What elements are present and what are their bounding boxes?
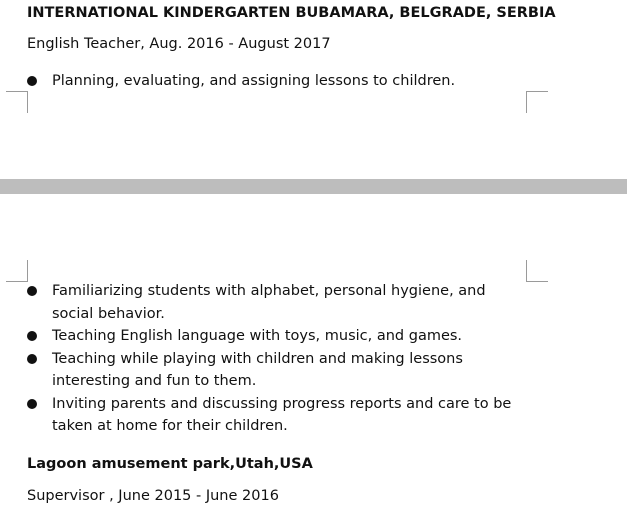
list-item — [27, 70, 455, 93]
list-item — [27, 348, 527, 393]
job-title-english-teacher: English Teacher, Aug. 2016 - August 2017 — [27, 36, 331, 52]
bullet-icon — [27, 331, 37, 341]
page-break-gap — [0, 179, 627, 194]
bullet-icon — [27, 286, 37, 296]
list-item-text: Teaching while playing with children and making lessons interesting and fun to them. — [52, 350, 463, 389]
list-item-text: Planning, evaluating, and assigning lessons to children. — [52, 73, 456, 89]
bullet-icon — [27, 354, 37, 364]
crop-mark-bottom-left — [6, 91, 28, 113]
bullet-icon — [27, 399, 37, 409]
employer-heading-lagoon: Lagoon amusement park,Utah,USA — [27, 456, 313, 472]
crop-mark-top-right — [526, 260, 548, 282]
duties-list-page1 — [27, 70, 455, 93]
crop-mark-top-left — [6, 260, 28, 282]
list-item — [27, 325, 527, 348]
bullet-icon — [27, 76, 37, 86]
list-item-text: Inviting parents and discussing progress reports and care to be taken at home for their children. — [52, 395, 512, 434]
duties-list-page2 — [27, 280, 527, 438]
list-item — [27, 393, 527, 438]
employer-heading-bubamara: INTERNATIONAL KINDERGARTEN BUBAMARA, BELGRADE, SERBIA — [27, 5, 556, 21]
crop-mark-bottom-right — [526, 91, 548, 113]
list-item — [27, 280, 527, 325]
list-item-text: Familiarizing students with alphabet, personal hygiene, and social behavior. — [52, 283, 486, 322]
list-item-text: Teaching English language with toys, music, and games. — [52, 328, 463, 344]
job-title-supervisor: Supervisor , June 2015 - June 2016 — [27, 488, 279, 504]
